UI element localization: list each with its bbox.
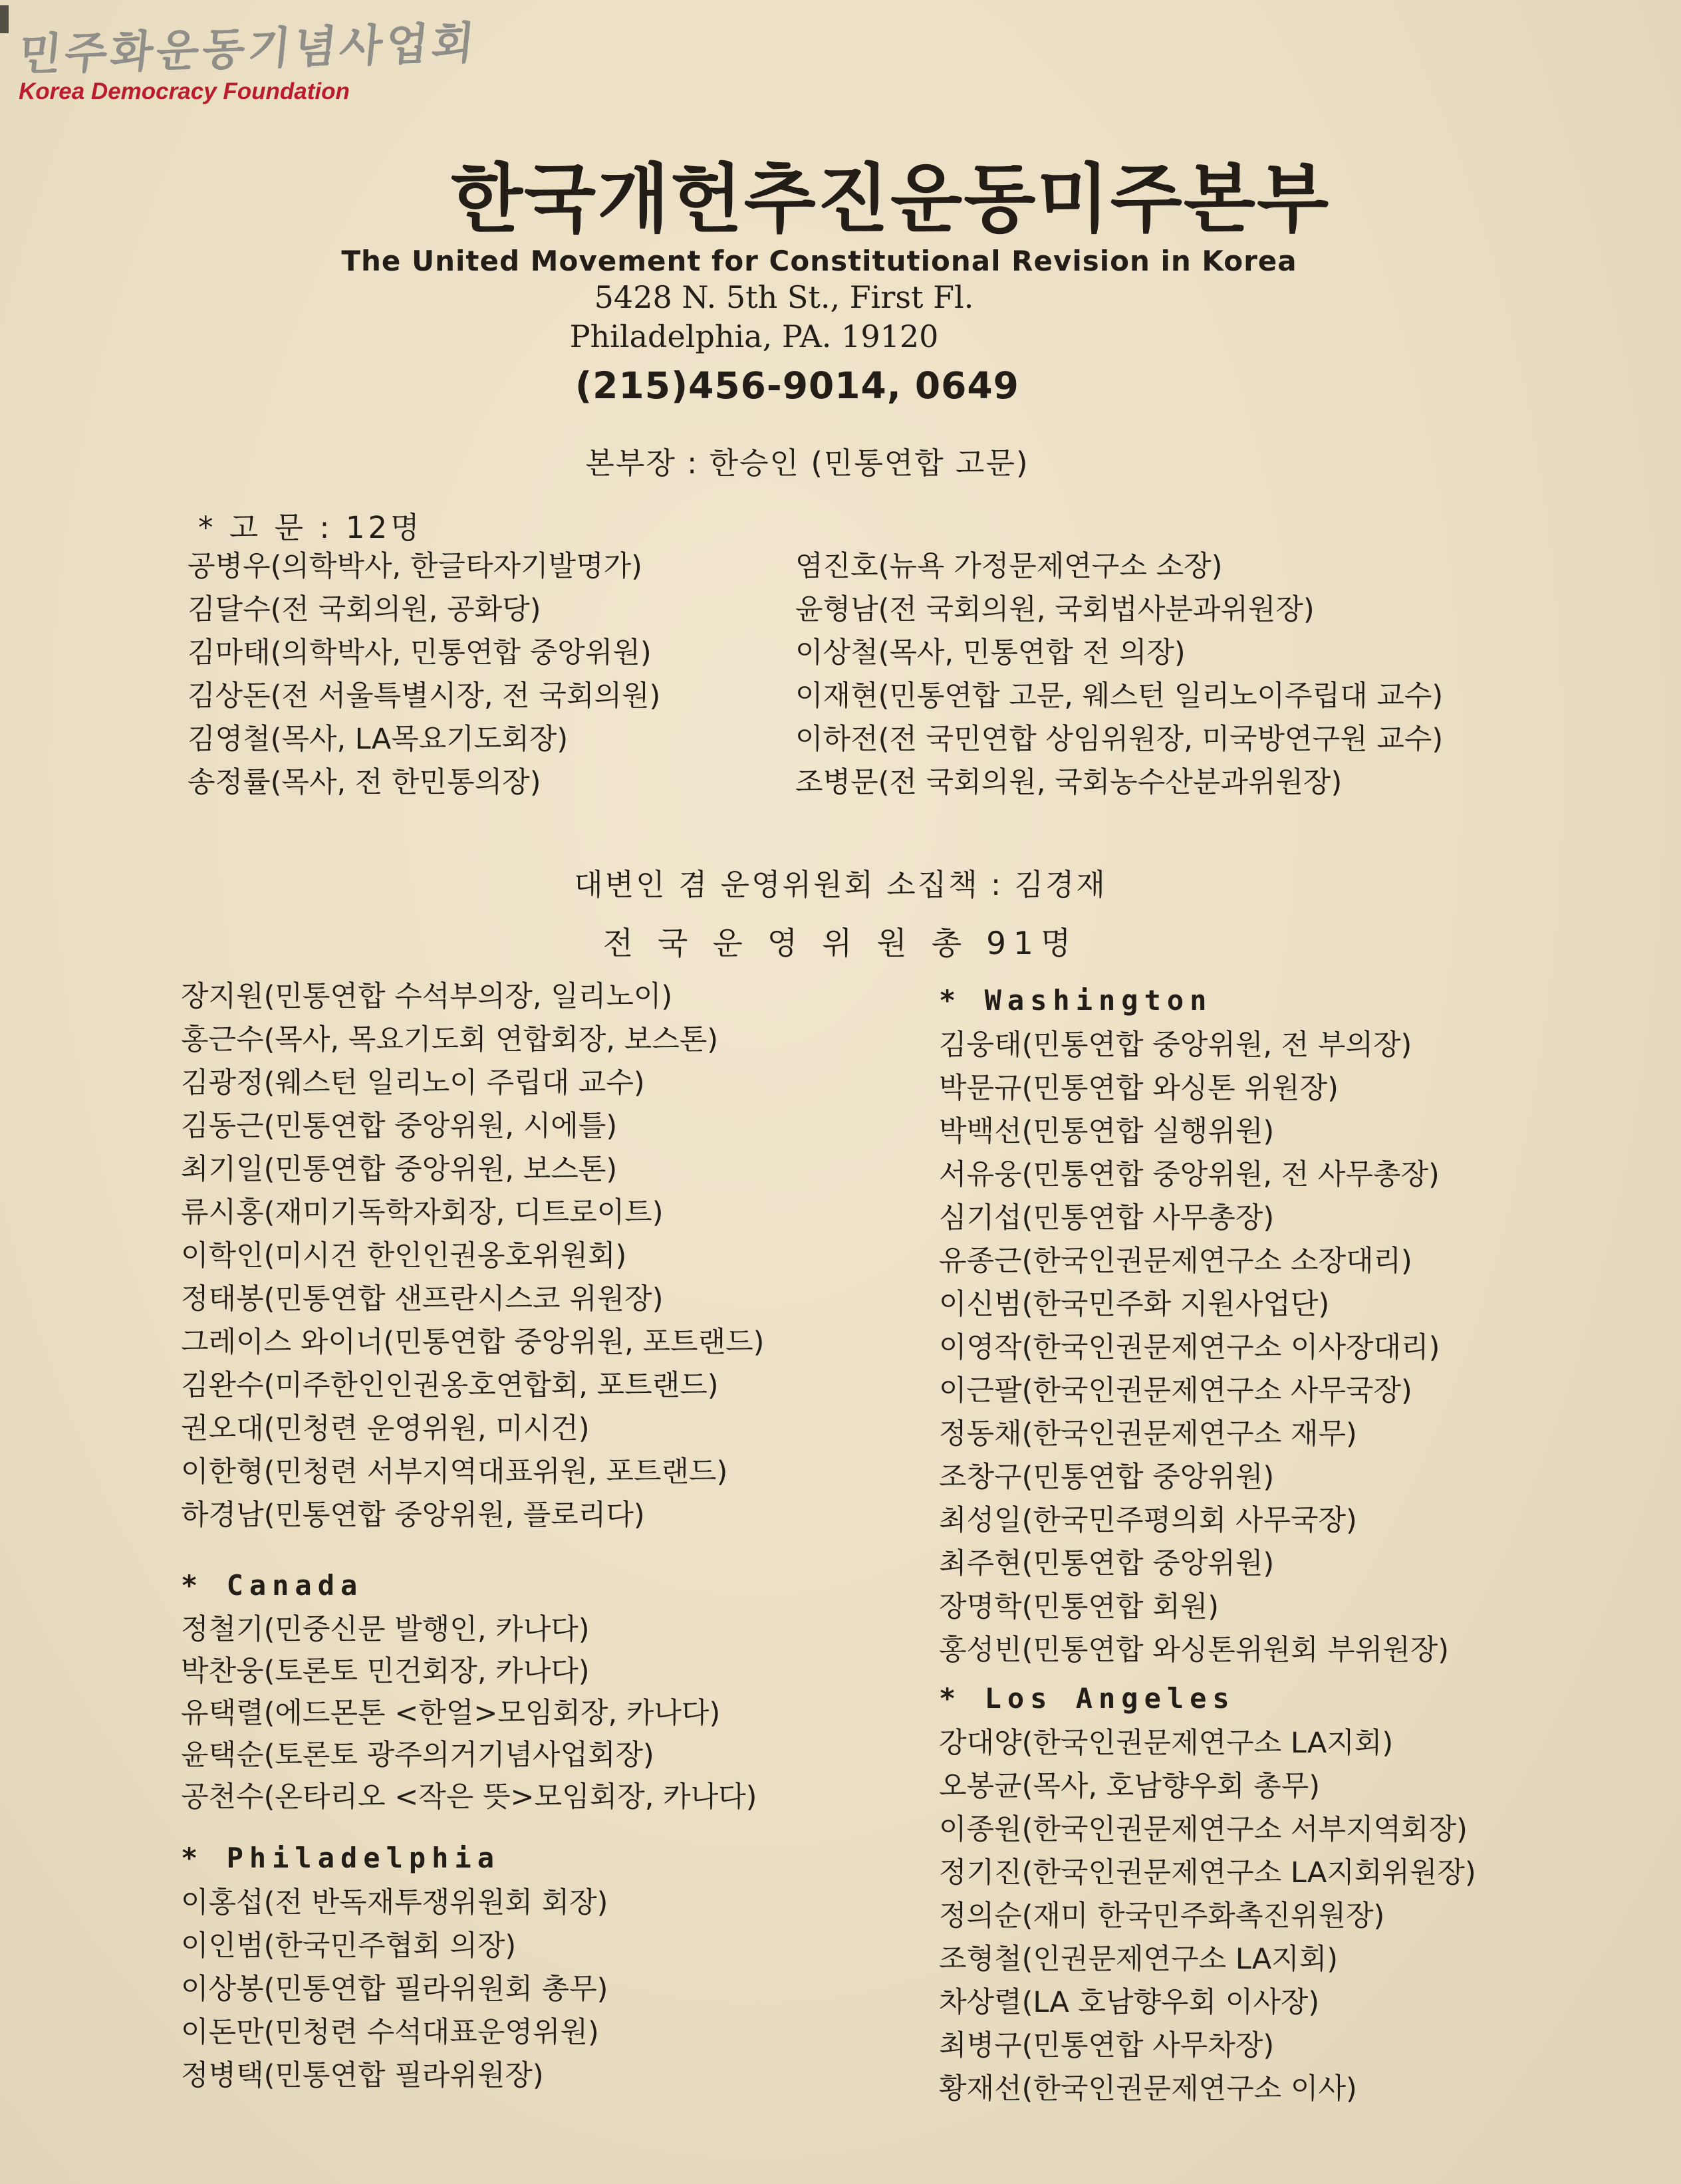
member-entry: 정의순(재미 한국민주화촉진위원장) (939, 1899, 1385, 1933)
member-entry: 최성일(한국민주평의회 사무국장) (939, 1504, 1357, 1537)
advisor-entry: 조병문(전 국회의원, 국회농수산분과위원장) (795, 766, 1343, 799)
member-entry: 하경남(민통연합 중앙위원, 플로리다) (181, 1499, 645, 1532)
member-entry: 조창구(민통연합 중앙위원) (939, 1461, 1275, 1494)
kdf-logo-english: Korea Democracy Foundation (19, 78, 350, 104)
section-heading-philadelphia: * Philadelphia (181, 1842, 501, 1874)
section-heading-los-angeles: * Los Angeles (939, 1682, 1235, 1715)
members-los-angeles-list (939, 1722, 1476, 2111)
member-entry: 유종근(한국인권문제연구소 소장대리) (939, 1245, 1412, 1278)
member-entry: 장명학(민통연합 회원) (939, 1590, 1220, 1624)
member-entry: 차상렬(LA 호남향우회 이사장) (939, 1986, 1320, 2019)
advisor-entry: 김달수(전 국회의원, 공화당) (188, 593, 541, 626)
member-entry: 박백선(민통연합 실행위원) (939, 1115, 1275, 1148)
section-heading-washington: * Washington (939, 984, 1213, 1017)
members-general-list (181, 975, 764, 1537)
member-entry: 이인범(한국민주협회 의장) (181, 1929, 517, 1963)
member-entry: 정동채(한국인권문제연구소 재무) (939, 1417, 1357, 1451)
member-entry: 이신범(한국민주화 지원사업단) (939, 1288, 1330, 1321)
organization-subtitle-english: The United Movement for Constitutional Revision in Korea (341, 245, 1297, 277)
kdf-logo-korean: 민주화운동기념사업회 (16, 17, 480, 80)
member-entry: 이돈만(민청련 수석대표운영위원) (181, 2016, 599, 2049)
advisor-entry: 김상돈(전 서울특별시장, 전 국회의원) (188, 679, 661, 713)
member-entry: 류시홍(재미기독학자회장, 디트로이트) (181, 1196, 664, 1229)
member-entry: 공천수(온타리오 <작은 뜻>모임회장, 카나다) (181, 1780, 757, 1814)
member-entry: 강대양(한국인권문제연구소 LA지회) (939, 1727, 1394, 1760)
advisor-entry: 공병우(의학박사, 한글타자기발명가) (188, 550, 642, 583)
advisor-entry: 염진호(뉴욕 가정문제연구소 소장) (795, 550, 1223, 583)
advisors-right-column (795, 545, 1443, 804)
member-entry: 이학인(미시건 한인인권옹호위원회) (181, 1239, 627, 1273)
member-entry: 정태봉(민통연합 샌프란시스코 위원장) (181, 1282, 664, 1316)
member-entry: 김완수(미주한인인권옹호연합회, 포트랜드) (181, 1369, 719, 1402)
member-entry: 최기일(민통연합 중앙위원, 보스톤) (181, 1153, 618, 1186)
member-entry: 이한형(민청련 서부지역대표위원, 포트랜드) (181, 1455, 728, 1489)
advisor-entry: 김마태(의학박사, 민통연합 중앙위원) (188, 636, 652, 669)
member-entry: 유택렬(에드몬톤 <한얼>모임회장, 카나다) (181, 1697, 721, 1730)
member-entry: 조형철(인권문제연구소 LA지회) (939, 1943, 1339, 1976)
member-entry: 최주현(민통연합 중앙위원) (939, 1547, 1275, 1580)
member-entry: 이홍섭(전 반독재투쟁위원회 회장) (181, 1886, 608, 1919)
members-philadelphia-list (181, 1881, 608, 2098)
member-entry: 홍성빈(민통연합 와싱톤위원회 부위원장) (939, 1634, 1450, 1667)
member-entry: 권오대(민청련 운영위원, 미시건) (181, 1412, 590, 1445)
member-entry: 심기섭(민통연합 사무총장) (939, 1201, 1275, 1235)
address-line-1: 5428 N. 5th St., First Fl. (594, 279, 974, 315)
member-entry: 이상봉(민통연합 필라위원회 총무) (181, 1973, 608, 2006)
member-entry: 이근팔(한국인권문제연구소 사무국장) (939, 1374, 1412, 1407)
member-entry: 김광정(웨스턴 일리노이 주립대 교수) (181, 1066, 645, 1100)
advisor-entry: 이상철(목사, 민통연합 전 의장) (795, 636, 1186, 669)
member-entry: 서유웅(민통연합 중앙위원, 전 사무총장) (939, 1158, 1440, 1191)
spokesperson-line: 대변인 겸 운영위원회 소집책 : 김경재 (574, 867, 1107, 902)
member-entry: 그레이스 와이너(민통연합 중앙위원, 포트랜드) (181, 1326, 765, 1359)
member-entry: 이영작(한국인권문제연구소 이사장대리) (939, 1331, 1440, 1364)
members-canada-list (181, 1609, 757, 1818)
member-entry: 박찬웅(토론토 민건회장, 카나다) (181, 1655, 590, 1688)
member-entry: 오봉균(목사, 호남향우회 총무) (939, 1770, 1321, 1803)
member-entry: 장지원(민통연합 수석부의장, 일리노이) (181, 980, 673, 1013)
advisor-entry: 이재현(민통연합 고문, 웨스턴 일리노이주립대 교수) (795, 679, 1444, 713)
advisor-entry: 윤형남(전 국회의원, 국회법사분과위원장) (795, 593, 1315, 626)
member-entry: 김웅태(민통연합 중앙위원, 전 부의장) (939, 1029, 1412, 1062)
scan-artifact-mark (0, 5, 9, 33)
national-committee-total-line: 전 국 운 영 위 원 총 91명 (602, 925, 1079, 962)
member-entry: 홍근수(목사, 목요기도회 연합회장, 보스톤) (181, 1023, 719, 1056)
member-entry: 정기진(한국인권문제연구소 LA지회위원장) (939, 1856, 1476, 1889)
advisors-left-column (188, 545, 660, 804)
members-washington-list (939, 1024, 1449, 1672)
member-entry: 황재선(한국인권문제연구소 이사) (939, 2072, 1357, 2106)
member-entry: 윤택순(토론토 광주의거기념사업회장) (181, 1739, 654, 1772)
director-line: 본부장 : 한승인 (민통연합 고문) (585, 445, 1029, 481)
address-line-2: Philadelphia, PA. 19120 (569, 318, 939, 354)
advisor-entry: 이하전(전 국민연합 상임위원장, 미국방연구원 교수) (795, 723, 1444, 756)
section-heading-canada: * Canada (181, 1569, 364, 1602)
advisor-entry: 김영철(목사, LA목요기도회장) (188, 723, 569, 756)
advisor-entry: 송정률(목사, 전 한민통의장) (188, 766, 541, 799)
phone-number: (215)456-9014, 0649 (575, 364, 1019, 407)
member-entry: 김동근(민통연합 중앙위원, 시에틀) (181, 1110, 618, 1143)
organization-title: 한국개헌추진운동미주본부 (450, 156, 1331, 243)
member-entry: 이종원(한국인권문제연구소 서부지역회장) (939, 1813, 1468, 1846)
member-entry: 정병택(민통연합 필라위원장) (181, 2059, 544, 2092)
member-entry: 박문규(민통연합 와싱톤 위원장) (939, 1072, 1339, 1105)
advisors-heading: * 고 문 : 12명 (198, 510, 423, 545)
member-entry: 정철기(민중신문 발행인, 카나다) (181, 1613, 590, 1646)
member-entry: 최병구(민통연합 사무차장) (939, 2029, 1275, 2062)
